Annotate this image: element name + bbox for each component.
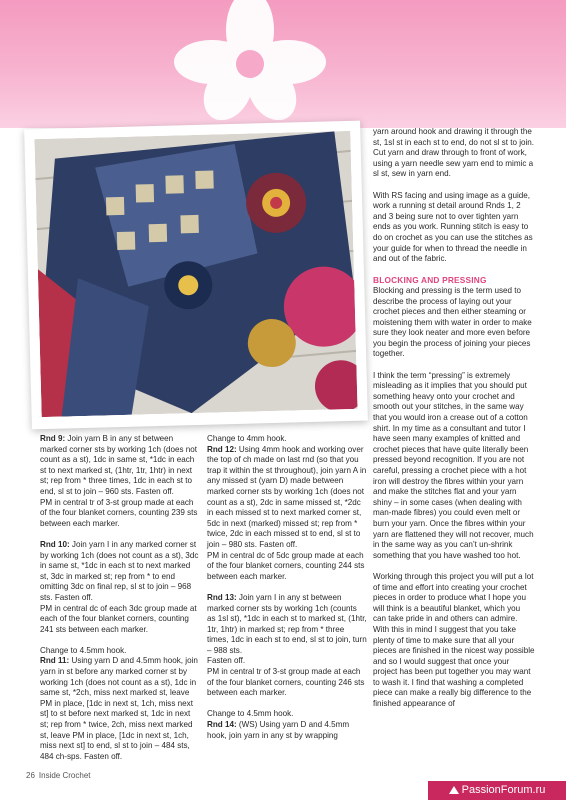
hook-change-text: Change to 4mm hook. xyxy=(207,434,287,443)
rnd-13-label: Rnd 13: xyxy=(207,592,237,602)
blanket-photo xyxy=(34,131,357,417)
flower-graphic xyxy=(150,0,350,120)
fasten-off-text: Fasten off. xyxy=(207,656,246,666)
rnd-10-text: Join yarn I in any marked corner st by working 1ch (does not count as a st), 3dc in same st, *1dc in each st to next marked st, 3dc in marked st; rep from * to end omitting 3dc on final rep, sl st to join – 968 sts. Fasten off. xyxy=(40,539,199,602)
blanket-photo-frame xyxy=(24,121,368,430)
rnd-13-marker-text: PM in central tr of 3-st group made at each of the four blanket corners, counting 246 sts between each marker. xyxy=(207,667,365,698)
col1-para-2 xyxy=(40,540,200,635)
col3-para-3: Blocking and pressing is the term used to describe the process of laying out your crochet pieces and then either steaming or moistening them with water in order to make sure they look neater and more even before you begin the process of joining your pieces together. xyxy=(373,285,532,359)
col2-para-1 xyxy=(207,434,367,582)
hook-change-text: Change to 4.5mm hook. xyxy=(207,709,294,719)
watermark-text: PassionForum.ru xyxy=(461,784,546,796)
col3-para-5: Working through this project you will put a lot of time and effort into creating your crochet pieces in order to produce what I hope you will think is a beautiful blanket, which you can take pride in and others can admire. With this in mind I suggest that you take plenty of time to make sure that all your pieces are finished in the nicest way possible and so I would suggest that once your project has been put together you may want to wash it. I find that washing a completed piece can make a really big difference to the finished appearance of xyxy=(373,571,535,709)
section-heading-blocking: BLOCKING AND PRESSING xyxy=(373,275,487,286)
rnd-10-marker-text: PM in central dc of each 3dc group made at each of the four blanket corners, counting 241 sts between each marker. xyxy=(40,603,197,634)
col3-para-1 xyxy=(373,127,535,180)
column-1 xyxy=(40,434,200,773)
rnd-12-label: Rnd 12: xyxy=(207,444,237,454)
rnd-14-continued-text: yarn around hook and drawing it through the st, 1sl st in each st to end, do not sl st to join. xyxy=(373,127,535,147)
col1-para-3 xyxy=(40,646,200,763)
page-footer xyxy=(26,771,91,780)
hook-change-text: Change to 4.5mm hook. xyxy=(40,645,127,655)
column-3 xyxy=(373,127,535,720)
rnd-11-text: Using yarn D and 4.5mm hook, join yarn in st before any marked corner st by working 1ch (does not count as a st), 1dc in same st, *2ch, miss next marked st, leave PM in place, [1dc in next st, 1ch, miss next st] to st before next marked st, 1dc in next st; rep from * twice, 2ch, miss next marked st, leave PM in place, [1dc in next st, 1ch, miss next st] to end, sl st to join – 484 sts, 484 ch-sps. Fasten off. xyxy=(40,656,198,761)
rnd-14-label: Rnd 14: xyxy=(207,720,237,730)
magazine-title: Inside Crochet xyxy=(38,771,91,780)
col3-para-2: With RS facing and using image as a guide, work a running st detail around Rnds 1, 2 and 3 being sure not to over tighten yarn ends as you work. Running stitch is easy to do on crochet as you can use the stitches as your guide for when to thread the needle in and out of the fabric. xyxy=(373,190,533,264)
column-2 xyxy=(207,434,367,752)
watermark-link[interactable] xyxy=(428,781,566,800)
col2-para-3 xyxy=(207,709,367,741)
header-band xyxy=(0,0,566,128)
rnd-12-marker-text: PM in central dc of 5dc group made at each of the four blanket corners, counting 244 sts between each marker. xyxy=(207,550,365,581)
watermark-icon xyxy=(449,786,459,794)
rnd-14-text: (WS) Using yarn D and 4.5mm hook, join yarn in any st by wrapping xyxy=(207,720,350,740)
rnd-9-marker-text: PM in central tr of 3-st group made at each of the four blanket corners, counting 239 sts between each marker. xyxy=(40,497,198,528)
col2-para-2 xyxy=(207,593,367,699)
cut-yarn-text: Cut yarn and draw through to front of work, using a yarn needle sew yarn end to mimic a sl st, sew in yarn end. xyxy=(373,148,534,179)
rnd-10-label: Rnd 10: xyxy=(40,539,70,549)
col1-para-1 xyxy=(40,434,200,529)
col3-para-4: I think the term “pressing” is extremely misleading as it implies that you should put something heavy onto your crochet and smooth out your stitches, in the same way that you would iron a crease out of a cotton shirt. In my time as a consultant and tutor I have seen many examples of knitted and crochet pieces that have quite literally been pressed beyond recognition. If you are not careful, pressing a crochet piece with a hot iron will destroy the fibres within your yarn and make the stitches flat and your yarn shiny – in some cases (when dealing with man-made fibres) you could even melt or burn your yarn. Once the fibres within your yarn are flattened they will not recover, much in the same way as you can’t un-shrink something that you have washed too hot. xyxy=(373,370,534,560)
rnd-9-label: Rnd 9: xyxy=(40,434,66,443)
rnd-9-text: Join yarn B in any st between marked corner sts by working 1ch (does not count as a st), 1dc in same st, *1dc in each st to next marked st, (1htr, 1tr, 1htr) in next st; rep from * three times, 1dc in each st to end, sl st to join – 960 sts. Fasten off. xyxy=(40,434,197,496)
rnd-12-text: Using 4mm hook and working over the top of ch made on last rnd (so that you trap it within the st throughout), join yarn A in any missed st (yarn D) made between marked corner sts by working 1ch (does not count as a st), 2dc in same missed st, *2dc in each missed st to next marked corner st, 5dc in next (marked) missed st; rep from * twice, 2dc in each missed st to end, sl st to join – 980 sts. Fasten off. xyxy=(207,444,367,549)
rnd-13-text: Join yarn I in any st between marked corner sts by working 1ch (counts as 1sl st), *1dc in each st to marked st, (1htr, 1tr, 1htr) in marked st; rep from * three times, 1dc in each st to end, sl st to join, turn – 988 sts. xyxy=(207,592,367,655)
blanket-photo-image xyxy=(34,131,357,417)
page-number: 26 xyxy=(26,771,35,780)
rnd-11-label: Rnd 11: xyxy=(40,656,70,666)
